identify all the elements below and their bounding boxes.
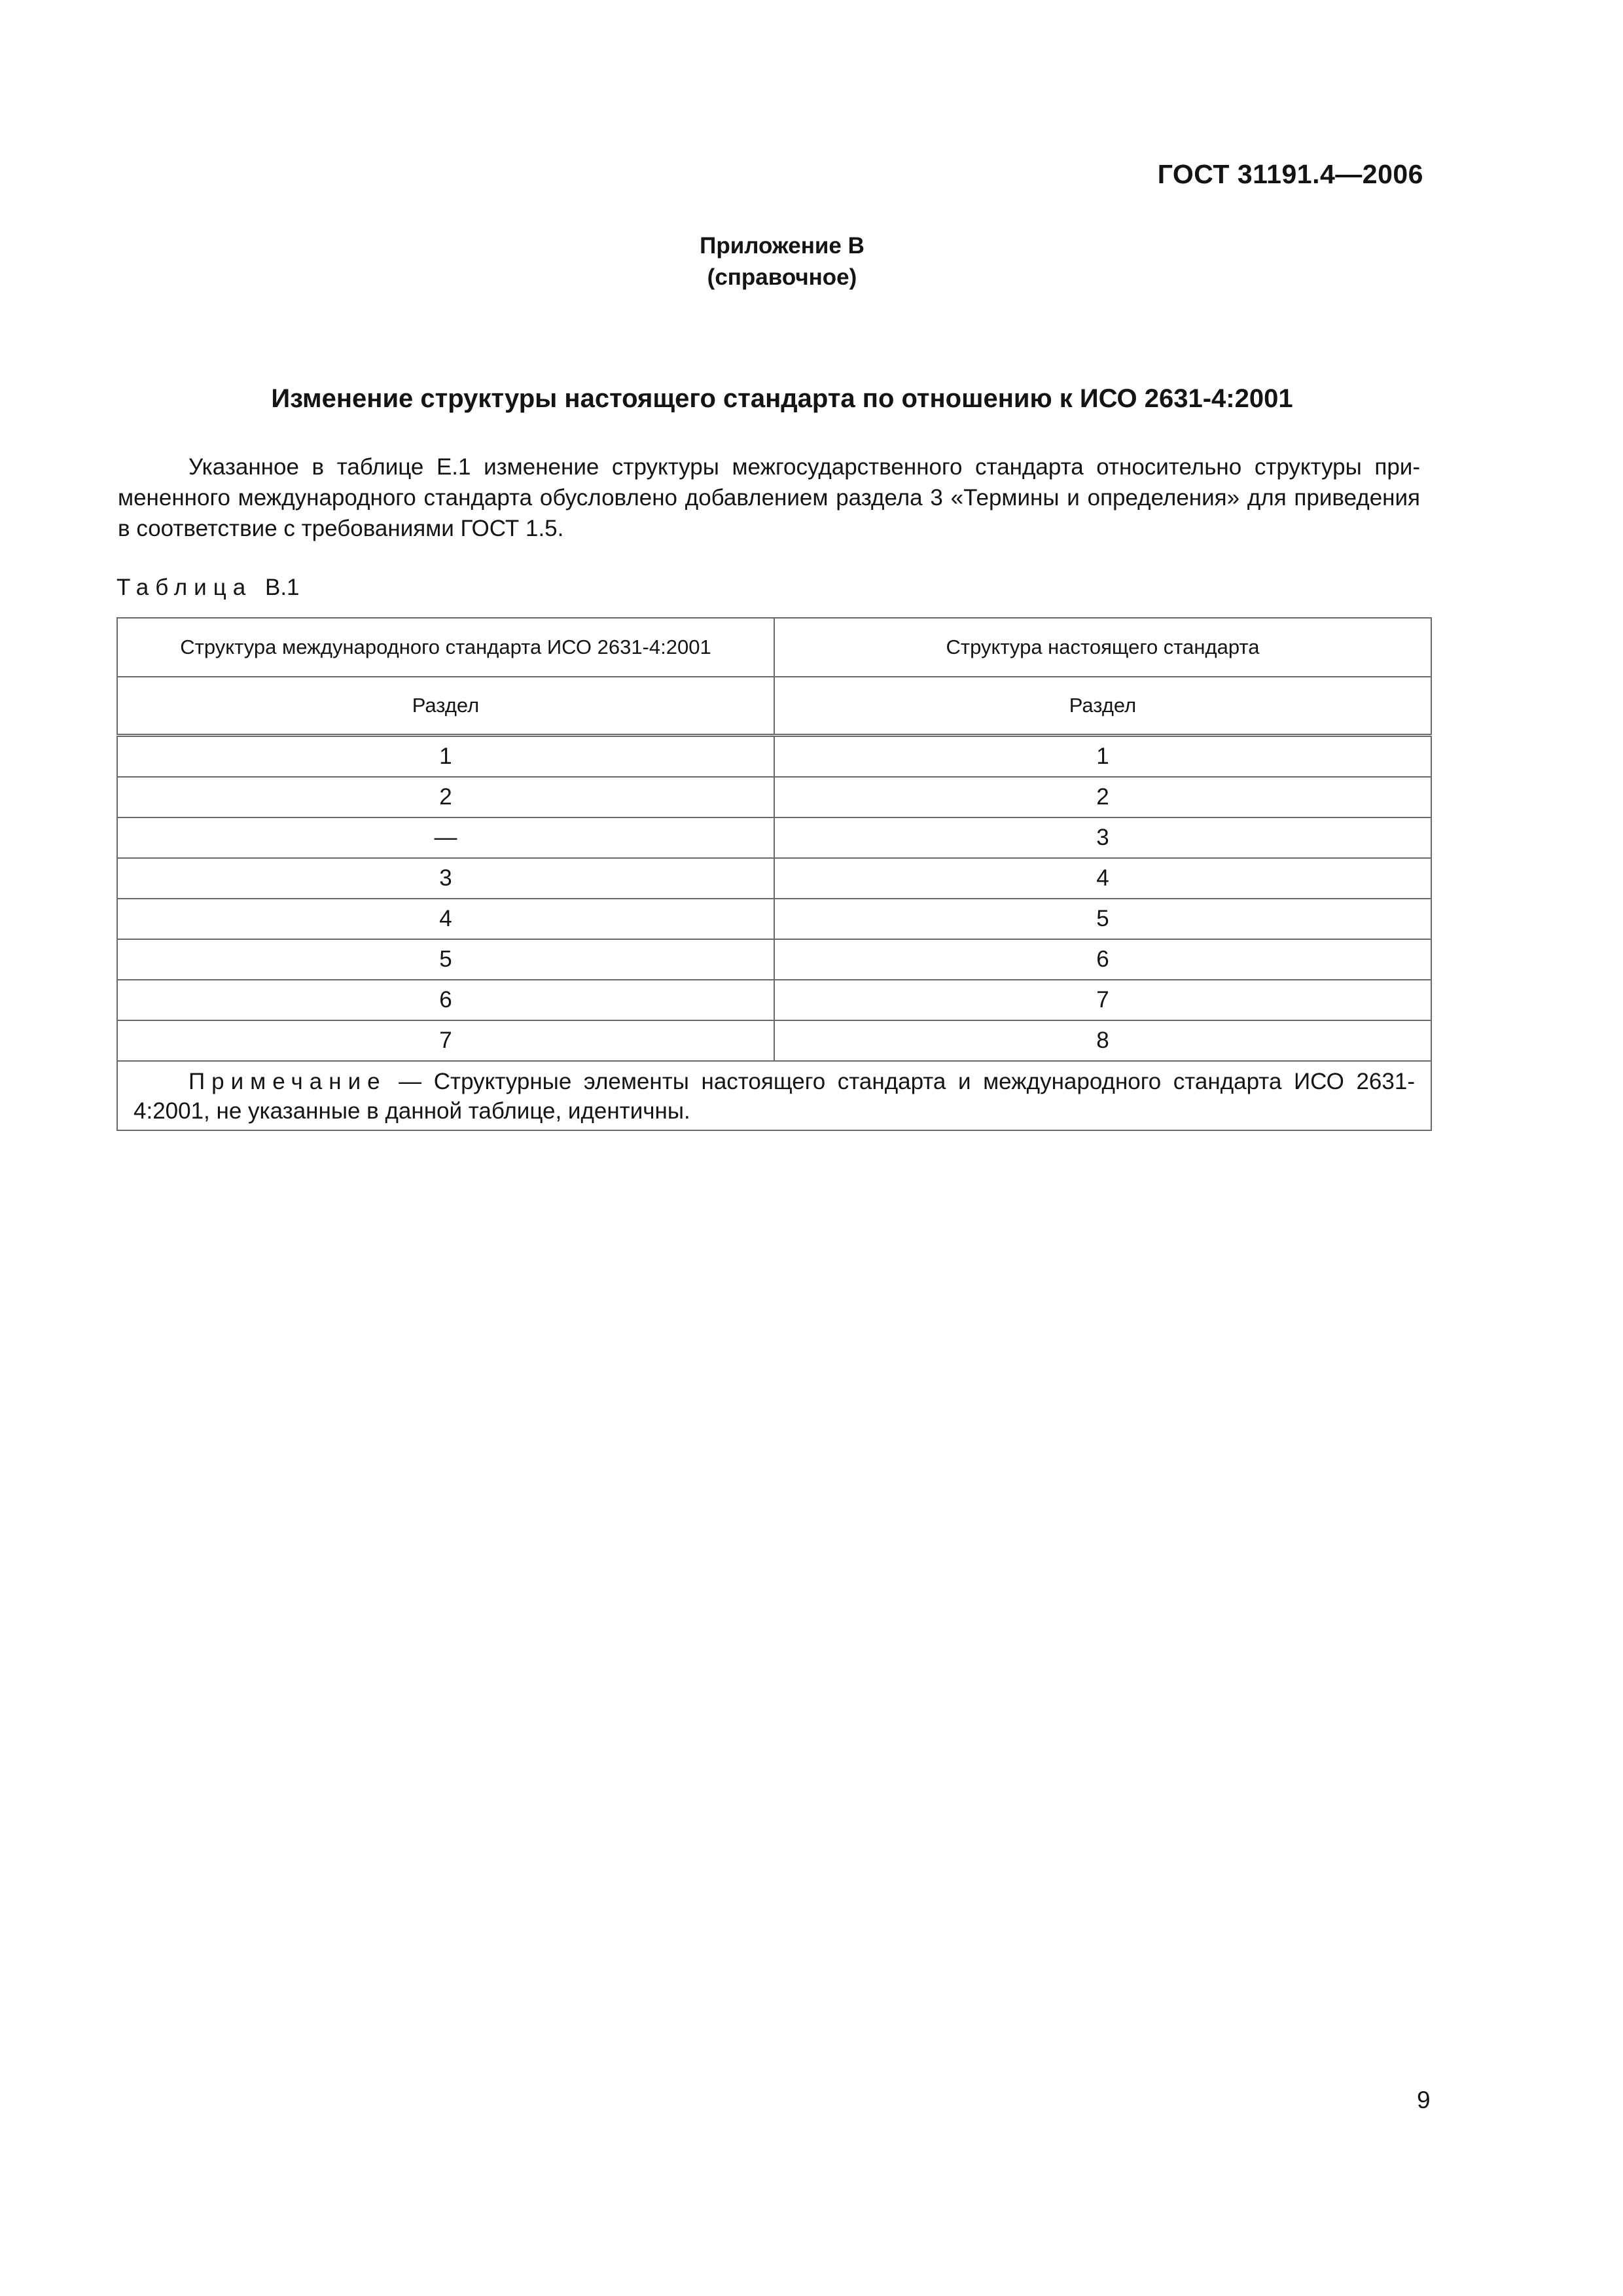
table-row	[117, 1020, 1431, 1061]
appendix-heading	[0, 230, 1564, 293]
gost-section-cell: 6	[774, 939, 1431, 980]
gost-section-cell: 2	[774, 777, 1431, 817]
appendix-title: Приложение В	[700, 233, 865, 259]
column-subheader-iso: Раздел	[117, 677, 774, 736]
structure-table	[116, 617, 1432, 1131]
iso-section-cell: 4	[117, 899, 774, 939]
section-title: Изменение структуры настоящего стандарта по отношению к ИСО 2631-4:2001	[271, 384, 1293, 413]
body-paragraph: Указанное в таблице Е.1 изменение структуры межгосударственного стандарта относительно структуры примененного международного стандарта обусловлено добавлением раздела 3 «Термины и определения» для приведения в соответствие с требованиями ГОСТ 1.5.	[118, 454, 1420, 541]
table-row	[117, 817, 1431, 858]
table-note-row	[117, 1061, 1431, 1130]
note-label: Примечание	[188, 1069, 387, 1094]
table-row	[117, 858, 1431, 899]
appendix-status: (справочное)	[707, 264, 857, 290]
table-caption-label: Таблица	[116, 575, 253, 600]
gost-section-cell: 7	[774, 980, 1431, 1020]
gost-section-cell: 4	[774, 858, 1431, 899]
gost-section-cell: 8	[774, 1020, 1431, 1061]
iso-section-cell: 5	[117, 939, 774, 980]
gost-section-cell: 3	[774, 817, 1431, 858]
table-note	[117, 1061, 1431, 1130]
iso-section-cell: 3	[117, 858, 774, 899]
table-row	[117, 939, 1431, 980]
iso-section-cell: 1	[117, 736, 774, 778]
gost-section-cell: 1	[774, 736, 1431, 778]
table-caption-number: В.1	[264, 575, 300, 600]
column-subheader-gost: Раздел	[774, 677, 1431, 736]
note-text: — Структурные элементы настоящего стандарта и международного стандарта ИСО 2631-4:2001, не указанные в данной таблице, идентичны.	[134, 1069, 1415, 1124]
page-number: 9	[1417, 2087, 1431, 2113]
iso-section-cell: 6	[117, 980, 774, 1020]
iso-section-cell: 2	[117, 777, 774, 817]
table-row	[117, 777, 1431, 817]
table-caption	[116, 575, 300, 601]
column-header-gost: Структура настоящего стандарта	[774, 618, 1431, 677]
table-row	[117, 980, 1431, 1020]
iso-section-cell: 7	[117, 1020, 774, 1061]
table-row	[117, 736, 1431, 778]
iso-section-cell: —	[117, 817, 774, 858]
gost-section-cell: 5	[774, 899, 1431, 939]
document-number: ГОСТ 31191.4—2006	[1157, 159, 1423, 189]
table-row	[117, 899, 1431, 939]
column-header-iso: Структура международного стандарта ИСО 2631-4:2001	[117, 618, 774, 677]
